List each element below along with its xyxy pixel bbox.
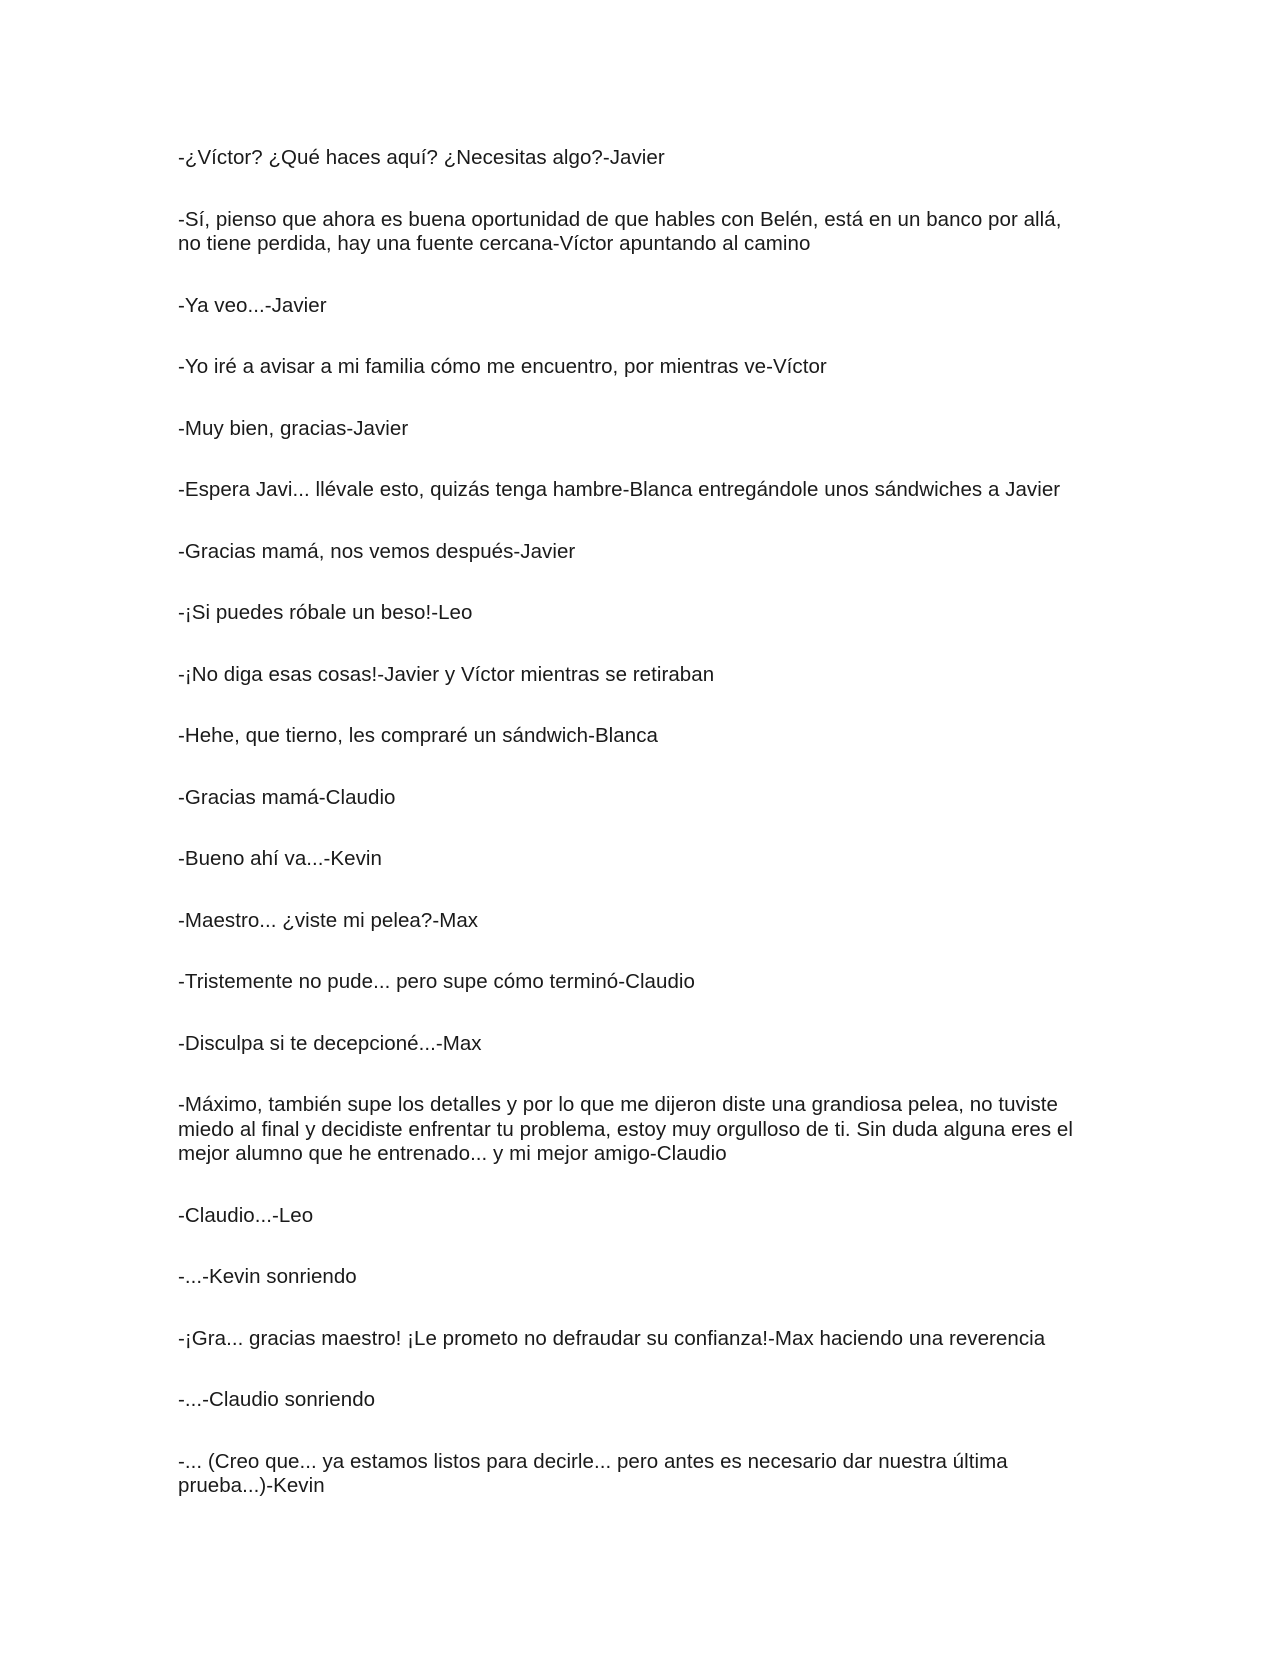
dialogue-line-2: -Sí, pienso que ahora es buena oportunidad de que hables con Belén, está en un banco por allá, no tiene perdida, hay una fuente cercana-Víctor apuntando al camino bbox=[178, 207, 1062, 255]
dialogue-line-10: -Hehe, que tierno, les compraré un sándwich-Blanca bbox=[178, 724, 658, 747]
dialogue-line-11: -Gracias mamá-Claudio bbox=[178, 785, 396, 809]
dialogue-line-9: -¡No diga esas cosas!-Javier y Víctor mientras se retiraban bbox=[178, 662, 715, 686]
dialogue-line-5: -Muy bien, gracias-Javier bbox=[178, 416, 409, 440]
dialogue-line-19: -¡Gra... gracias maestro! ¡Le prometo no defraudar su confianza!-Max haciendo una reverencia bbox=[178, 1326, 1046, 1350]
dialogue-line-4: -Yo iré a avisar a mi familia cómo me encuentro, por mientras ve-Víctor bbox=[178, 355, 827, 378]
dialogue-line-14: -Tristemente no pude... pero supe cómo terminó-Claudio bbox=[178, 970, 695, 993]
dialogue-line-8: -¡Si puedes róbale un beso!-Leo bbox=[178, 601, 473, 624]
dialogue-line-3: -Ya veo...-Javier bbox=[178, 293, 327, 317]
dialogue-line-13: -Maestro... ¿viste mi pelea?-Max bbox=[178, 908, 479, 932]
dialogue-line-18: -...-Kevin sonriendo bbox=[178, 1265, 357, 1288]
dialogue-line-15: -Disculpa si te decepcioné...-Max bbox=[178, 1031, 482, 1055]
dialogue-line-20: -...-Claudio sonriendo bbox=[178, 1388, 376, 1411]
dialogue-line-6: -Espera Javi... llévale esto, quizás tenga hambre-Blanca entregándole unos sándwiches a Javier bbox=[178, 478, 1061, 501]
document-body bbox=[178, 146, 1108, 1536]
dialogue-line-16: -Máximo, también supe los detalles y por lo que me dijeron diste una grandiosa pelea, no tuviste miedo al final y decidiste enfrentar tu problema, estoy muy orgulloso de ti. Sin duda alguna eres el mejor alumno que he entrenado... y mi mejor amigo-Claudio bbox=[178, 1093, 1073, 1165]
dialogue-line-7: -Gracias mamá, nos vemos después-Javier bbox=[178, 539, 576, 563]
dialogue-line-12: -Bueno ahí va...-Kevin bbox=[178, 847, 382, 870]
dialogue-line-21: -... (Creo que... ya estamos listos para decirle... pero antes es necesario dar nuestra última prueba...)-Kevin bbox=[178, 1449, 1008, 1497]
dialogue-line-17: -Claudio...-Leo bbox=[178, 1203, 314, 1227]
dialogue-line-1: -¿Víctor? ¿Qué haces aquí? ¿Necesitas algo?-Javier bbox=[178, 146, 665, 169]
